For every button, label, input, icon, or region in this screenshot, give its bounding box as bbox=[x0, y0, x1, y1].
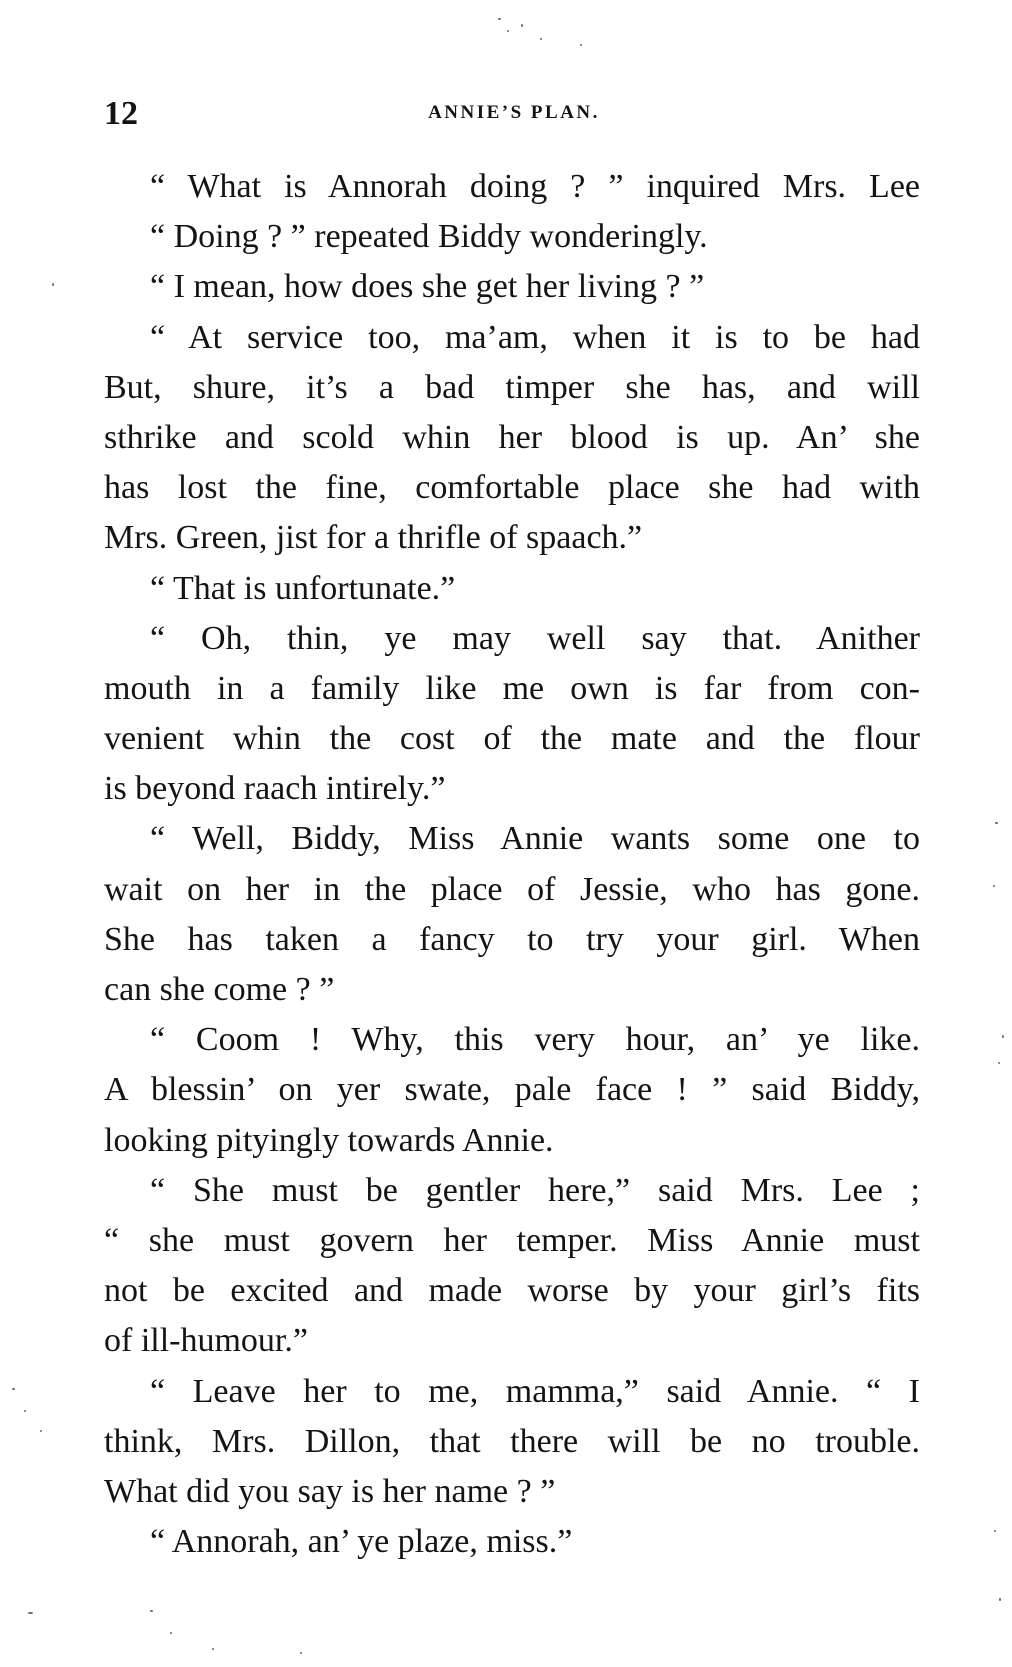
running-title: ANNIE’S PLAN. bbox=[428, 102, 600, 123]
text-line: mouth in a family like me own is far from con- bbox=[104, 669, 920, 707]
text-line: has lost the fine, comfortable place she had with bbox=[104, 469, 920, 507]
scan-speck bbox=[498, 18, 501, 20]
scan-speck bbox=[52, 283, 54, 286]
text-line: “ Coom ! Why, this very hour, an’ ye like. bbox=[150, 1021, 920, 1059]
scan-speck bbox=[212, 1648, 214, 1650]
text-line: What did you say is her name ? ” bbox=[104, 1472, 556, 1510]
scan-speck bbox=[580, 44, 582, 46]
body-text bbox=[104, 162, 920, 1567]
scan-speck bbox=[1002, 1035, 1004, 1038]
text-line: “ I mean, how does she get her living ? ” bbox=[150, 268, 705, 306]
text-line: think, Mrs. Dillon, that there will be no trouble. bbox=[104, 1422, 920, 1460]
scan-speck bbox=[999, 1598, 1001, 1601]
running-head bbox=[104, 92, 924, 142]
scan-speck bbox=[24, 1410, 26, 1412]
scan-speck bbox=[995, 822, 998, 824]
text-line: wait on her in the place of Jessie, who has gone. bbox=[104, 870, 920, 908]
text-line: not be excited and made worse by your girl’s fits bbox=[104, 1272, 920, 1310]
text-line: A blessin’ on yer swate, pale face ! ” said Biddy, bbox=[104, 1071, 920, 1109]
text-line: “ she must govern her temper. Miss Annie must bbox=[104, 1221, 920, 1259]
scan-speck bbox=[170, 1632, 172, 1634]
scan-speck bbox=[300, 1652, 302, 1654]
text-line: “ Well, Biddy, Miss Annie wants some one to bbox=[150, 820, 920, 858]
text-line: “ At service too, ma’am, when it is to be had bbox=[150, 318, 920, 356]
scan-speck bbox=[507, 30, 509, 32]
text-line: But, shure, it’s a bad timper she has, and will bbox=[104, 368, 920, 406]
text-line: sthrike and scold whin her blood is up. An’ she bbox=[104, 418, 920, 456]
text-line: “ That is unfortunate.” bbox=[150, 569, 456, 607]
scan-speck bbox=[993, 885, 995, 887]
scan-speck bbox=[994, 1530, 996, 1532]
text-line: Mrs. Green, jist for a thrifle of spaach.” bbox=[104, 519, 643, 557]
text-line: “ Leave her to me, mamma,” said Annie. “ I bbox=[150, 1372, 920, 1410]
text-line: “ She must be gentler here,” said Mrs. Lee ; bbox=[150, 1171, 920, 1209]
text-line: venient whin the cost of the mate and the flour bbox=[104, 720, 920, 758]
scan-speck bbox=[12, 1388, 15, 1390]
text-line: can she come ? ” bbox=[104, 971, 335, 1008]
text-line: She has taken a fancy to try your girl. When bbox=[104, 920, 920, 958]
text-line: “ Annorah, an’ ye plaze, miss.” bbox=[150, 1523, 573, 1561]
scan-speck bbox=[150, 1610, 153, 1612]
scan-speck bbox=[40, 1430, 42, 1432]
text-line: “ Oh, thin, ye may well say that. Anither bbox=[150, 619, 920, 657]
text-line: looking pityingly towards Annie. bbox=[104, 1121, 554, 1159]
scan-speck bbox=[998, 1062, 1000, 1064]
scan-speck bbox=[540, 38, 542, 40]
text-line: of ill-humour.” bbox=[104, 1322, 308, 1360]
scan-speck bbox=[28, 1612, 33, 1614]
text-line: “ Doing ? ” repeated Biddy wonderingly. bbox=[150, 218, 708, 256]
text-line: is beyond raach intirely.” bbox=[104, 770, 446, 808]
scan-speck bbox=[521, 24, 523, 27]
page-number: 12 bbox=[104, 95, 138, 132]
text-line: “ What is Annorah doing ? ” inquired Mrs. Lee bbox=[150, 168, 920, 205]
